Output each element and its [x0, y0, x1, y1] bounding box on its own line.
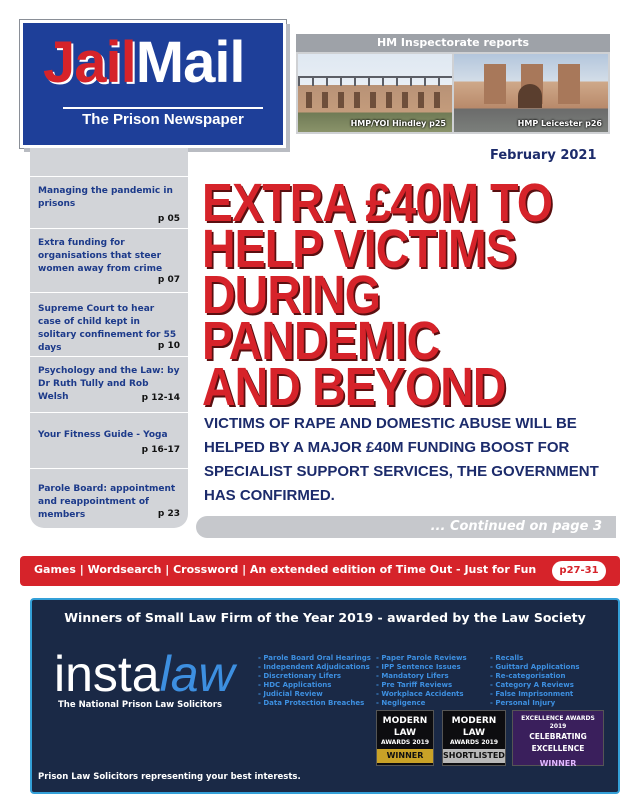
instalaw-tagline: The National Prison Law Solicitors — [58, 700, 223, 710]
toc-page: p 10 — [157, 341, 180, 351]
headline-line: HELP VICTIMS — [202, 219, 516, 279]
award-shortlisted-label: SHORTLISTED — [443, 749, 505, 763]
advert-heading: Winners of Small Law Firm of the Year 2019 - awarded by the Law Society — [64, 610, 586, 625]
service-item: - Pre Tariff Reviews — [376, 681, 453, 689]
service-item: - Paper Parole Reviews — [376, 654, 467, 662]
logo-jail: Jail — [43, 30, 136, 95]
headline-line: EXTRA £40M TO — [202, 173, 553, 233]
jail-mail-logo — [43, 31, 245, 95]
award-badge — [512, 710, 604, 766]
games-banner[interactable] — [20, 556, 620, 586]
lead-headline[interactable] — [202, 173, 563, 417]
services-column — [490, 654, 608, 708]
toc-item[interactable] — [30, 292, 188, 356]
service-item: - HDC Applications — [258, 681, 332, 689]
lead-standfirst: VICTIMS OF RAPE AND DOMESTIC ABUSE WILL BE HELPED BY A MAJOR £40M FUNDING BOOST FOR SPECIALIST SUPPORT SERVICES, THE GOVERNMENT HAS CONFIRMED. — [204, 415, 599, 504]
headline-line: DURING — [202, 265, 381, 325]
instalaw-advert[interactable] — [30, 598, 620, 794]
toc-title: Your Fitness Guide - Yoga — [38, 430, 168, 440]
headline-line: AND BEYOND — [202, 357, 506, 417]
inspectorate-title: HM Inspectorate reports — [296, 34, 610, 52]
continued-label: ... Continued on page 3 — [430, 519, 602, 534]
toc-page: p 16-17 — [141, 445, 180, 455]
issue-date: February 2021 — [490, 148, 597, 163]
toc-item[interactable] — [30, 228, 188, 292]
service-item: - Workplace Accidents — [376, 690, 464, 698]
toc-title: Parole Board: appointment and reappointment of members — [38, 484, 176, 520]
masthead-tagline: The Prison Newspaper — [63, 107, 263, 128]
award-line1: MODERN LAW — [451, 716, 497, 738]
toc-page: p 12-14 — [141, 393, 180, 403]
service-item: - Guittard Applications — [490, 663, 580, 671]
games-banner-text: Games | Wordsearch | Crossword | An extended edition of Time Out - Just for Fun — [34, 563, 537, 576]
award-line1: MODERN LAW — [382, 716, 428, 738]
service-item: - Category A Reviews — [490, 681, 574, 689]
toc-title: Psychology and the Law: by Dr Ruth Tully and Rob Welsh — [38, 366, 180, 402]
toc-item[interactable] — [30, 468, 188, 528]
award-line2: AWARDS 2019 — [449, 739, 499, 746]
award-badge — [376, 710, 434, 766]
photo-gate — [518, 84, 542, 108]
instalaw-logo — [54, 646, 235, 702]
photo-fence — [298, 76, 452, 86]
continued-bar[interactable] — [196, 516, 616, 538]
award-line2: CELEBRATING EXCELLENCE — [529, 732, 587, 753]
award-winner-label: WINNER — [377, 749, 433, 763]
photo-caption-leicester: HMP Leicester p26 — [517, 119, 602, 128]
toc-page: p 05 — [157, 214, 180, 224]
toc-item[interactable] — [30, 356, 188, 412]
games-page-badge: p27-31 — [552, 561, 606, 581]
award-winner-label: WINNER — [539, 759, 577, 768]
service-item: - Personal Injury — [490, 699, 556, 707]
award-line1: EXCELLENCE AWARDS 2019 — [521, 715, 595, 730]
toc-item[interactable] — [30, 412, 188, 468]
headline-line: PANDEMIC — [202, 311, 440, 371]
services-column — [376, 654, 494, 708]
toc-title: Managing the pandemic in prisons — [38, 186, 173, 209]
masthead — [20, 20, 286, 148]
toc-page: p 23 — [157, 509, 180, 519]
toc-item[interactable] — [30, 176, 188, 228]
toc-page: p 07 — [157, 275, 180, 285]
contents-sidebar — [30, 148, 188, 528]
service-item: - Negligence — [376, 699, 426, 707]
service-item: - Independent Adjudications — [258, 663, 370, 671]
photo-hmp-leicester[interactable] — [454, 54, 608, 132]
service-item: - Parole Board Oral Hearings — [258, 654, 371, 662]
photo-hmp-hindley[interactable] — [298, 54, 452, 132]
service-item: - IPP Sentence Issues — [376, 663, 461, 671]
services-column — [258, 654, 376, 708]
service-item: - Re-categorisation — [490, 672, 566, 680]
inspectorate-panel — [296, 34, 610, 134]
service-item: - Discretionary Lifers — [258, 672, 342, 680]
photo-caption-hindley: HMP/YOI Hindley p25 — [350, 119, 446, 128]
award-line2: AWARDS 2019 — [380, 739, 430, 746]
service-item: - Judicial Review — [258, 690, 323, 698]
service-item: - False Imprisonment — [490, 690, 574, 698]
service-item: - Mandatory Lifers — [376, 672, 449, 680]
toc-title: Supreme Court to hear case of child kept in solitary confinement for 55 days — [38, 304, 177, 353]
service-item: - Data Protection Breaches — [258, 699, 365, 707]
photo-building — [306, 92, 444, 108]
logo-law: law — [159, 646, 235, 702]
toc-title: Extra funding for organisations that steer women away from crime — [38, 238, 163, 274]
logo-mail: Mail — [135, 30, 245, 95]
award-badge — [442, 710, 506, 766]
service-item: - Recalls — [490, 654, 524, 662]
logo-insta: insta — [54, 646, 160, 702]
advert-footer: Prison Law Solicitors representing your best interests. — [38, 772, 301, 782]
